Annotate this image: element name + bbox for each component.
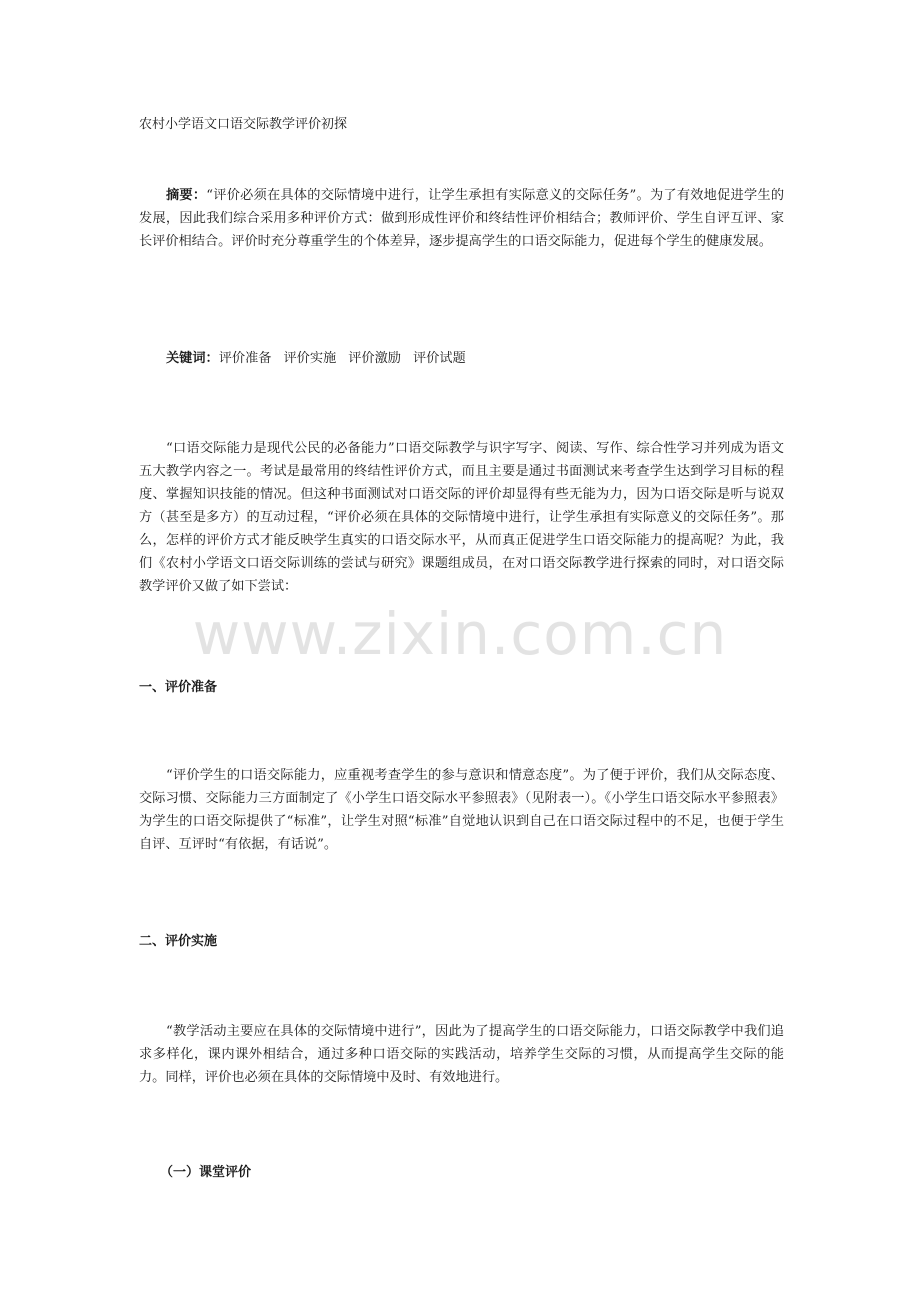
intro-paragraph: “口语交际能力是现代公民的必备能力”口语交际教学与识字写字、阅读、写作、综合性学习并列成为语文五大教学内容之一。考试是最常用的终结性评价方式，而且主要是通过书面测试来考查学生达到学习目标的程度、掌握知识技能的情况。但这种书面测试对口语交际的评价却显得有些无能为力，因为口语交际是听与说双方（甚至是多方）的互动过程，“评价必须在具体的交际情境中进行，让学生承担有实际意义的交际任务”。那么，怎样的评价方式才能反映学生真实的口语交际水平，从而真正促进学生口语交际能力的提高呢？为此，我们《农村小学语文口语交际训练的尝试与研究》课题组成员，在对口语交际教学进行探索的同时，对口语交际教学评价又做了如下尝试： [139,441,784,594]
section-1-heading: 一、评价准备 [139,680,218,695]
subsection-heading: （一）课堂评价 [160,1165,252,1180]
watermark: www.zixin.com.cn [192,600,728,668]
section-1-paragraph: “评价学生的口语交际能力，应重视考查学生的参与意识和情意态度”。为了便于评价，我们从交际态度、交际习惯、交际能力三方面制定了《小学生口语交际水平参照表》（见附表一）。《小学生口语交际水平参照表》为学生的口语交际提供了“标准”，让学生对照“标准”自觉地认识到自己在口语交际过程中的不足，也便于学生自评、互评时“有依据，有话说”。 [139,768,784,852]
keyword-item: 评价试题 [413,351,466,366]
abstract-label: 摘要： [166,188,207,203]
keyword-item: 评价激励 [348,351,401,366]
keyword-item: 评价准备 [218,351,272,366]
keywords-line [139,347,784,370]
section-2-paragraph: “教学活动主要应在具体的交际情境中进行”，因此为了提高学生的口语交际能力，口语交际教学中我们追求多样化，课内课外相结合，通过多种口语交际的实践活动，培养学生交际的习惯，从而提高学生交际的能力。同样，评价也必须在具体的交际情境中及时、有效地进行。 [139,1024,784,1085]
section-2-heading: 二、评价实施 [139,934,218,949]
abstract-text: “评价必须在具体的交际情境中进行，让学生承担有实际意义的交际任务”。为了有效地促进学生的发展，因此我们综合采用多种评价方式：做到形成性评价和终结性评价相结合；教师评价、学生自评互评、家长评价相结合。评价时充分尊重学生的个体差异，逐步提高学生的口语交际能力，促进每个学生的健康发展。 [139,188,785,249]
document-title: 农村小学语文口语交际教学评价初探 [139,117,348,132]
keywords-label: 关键词： [166,351,219,366]
keyword-item: 评价实施 [283,351,337,366]
abstract-paragraph [139,184,784,253]
